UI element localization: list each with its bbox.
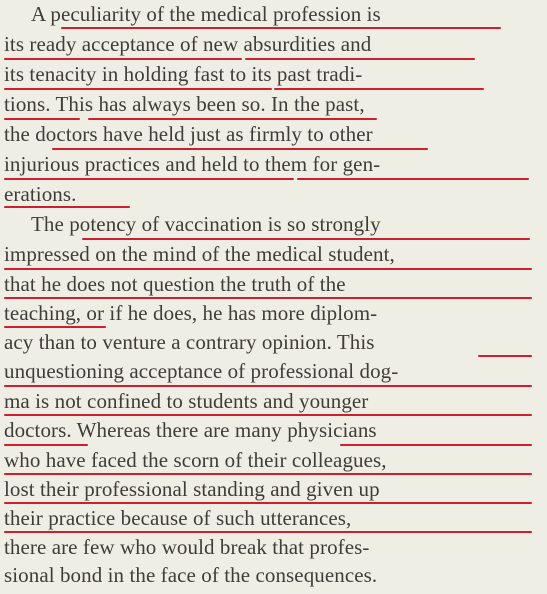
red-underline xyxy=(4,502,532,504)
text-line: lost their professional standing and given up xyxy=(4,477,380,501)
red-underline xyxy=(4,178,294,180)
red-underline xyxy=(4,297,532,299)
red-underline xyxy=(4,444,88,446)
text-line: tions. This has always been so. In the past, xyxy=(4,92,365,116)
text-line: its ready acceptance of new absurdities and xyxy=(4,32,372,56)
red-underline xyxy=(4,88,272,90)
red-underline xyxy=(4,58,242,60)
text-line: The potency of vaccination is so strongly xyxy=(31,212,381,236)
text-line: acy than to venture a contrary opinion. This xyxy=(4,330,375,354)
red-underline xyxy=(4,473,532,475)
red-underline xyxy=(340,444,532,446)
text-line: teaching, or if he does, he has more diplom- xyxy=(4,301,378,325)
text-line: its tenacity in holding fast to its past tradi- xyxy=(4,62,363,86)
red-underline xyxy=(4,414,532,416)
red-underline xyxy=(245,58,475,60)
text-line: injurious practices and held to them for gen- xyxy=(4,152,381,176)
text-line: unquestioning acceptance of professional dog- xyxy=(4,359,399,383)
red-underline xyxy=(52,148,428,150)
red-underline xyxy=(4,326,106,328)
text-line: the doctors have held just as firmly to other xyxy=(4,122,373,146)
text-line: A peculiarity of the medical profession is xyxy=(31,2,381,26)
text-line: their practice because of such utterances, xyxy=(4,506,352,530)
red-underline xyxy=(4,268,532,270)
text-line: ma is not confined to students and younger xyxy=(4,389,369,413)
red-underline xyxy=(274,88,484,90)
text-line: doctors. Whereas there are many physicians xyxy=(4,418,377,442)
text-line: who have faced the scorn of their colleagues, xyxy=(4,448,387,472)
text-line: that he does not question the truth of the xyxy=(4,272,346,296)
text-line: erations. xyxy=(4,182,77,206)
red-underline xyxy=(61,27,501,29)
red-underline xyxy=(82,238,530,240)
red-underline xyxy=(4,118,80,120)
red-underline xyxy=(4,206,130,208)
text-line: sional bond in the face of the consequences. xyxy=(4,563,378,587)
red-underline xyxy=(478,355,532,357)
text-line: impressed on the mind of the medical student, xyxy=(4,242,395,266)
red-underline xyxy=(4,531,532,533)
red-underline xyxy=(4,385,532,387)
red-underline xyxy=(88,118,377,120)
red-underline xyxy=(297,178,529,180)
text-line: there are few who would break that profes- xyxy=(4,535,370,559)
